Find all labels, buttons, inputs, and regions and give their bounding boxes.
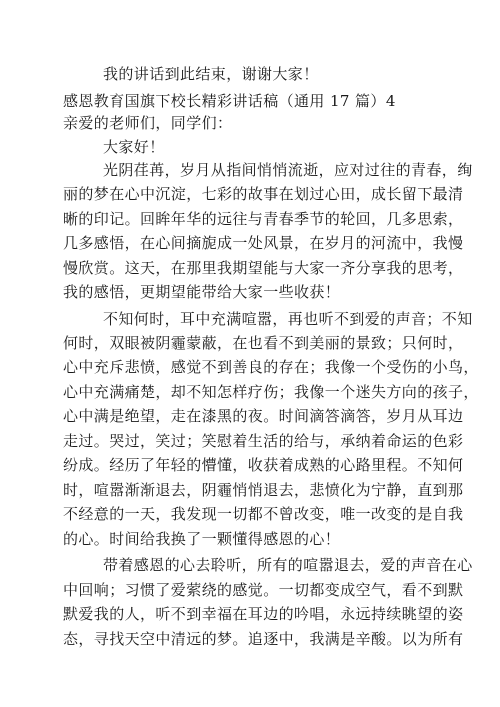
salutation: 亲爱的老师们，同学们： <box>63 114 233 132</box>
paragraph-line: 心中满是绝望，走在漆黑的夜。时间滴答滴答，岁月从耳边 <box>63 407 464 425</box>
paragraph-line: 纷成。经历了年轻的懵懂，收获着成熟的心路里程。不知何 <box>63 456 464 474</box>
paragraph-line: 不知何时，耳中充满喧嚣，再也听不到爱的声音；不知 <box>103 310 473 328</box>
paragraph-line: 晰的印记。回眸年华的远往与青春季节的轮回，几多思索， <box>63 210 464 228</box>
paragraph-line: 光阴荏苒，岁月从指间悄悄流逝，应对过往的青春，绚 <box>103 161 473 179</box>
paragraph-line: 不经意的一天，我发现一切都不曾改变，唯一改变的是自我 <box>63 505 464 523</box>
paragraph-line: 的心。时间给我换了一颗懂得感恩的心！ <box>63 530 341 548</box>
paragraph-line: 几多感悟，在心间摘旎成一处风景，在岁月的河流中，我慢 <box>63 234 464 252</box>
paragraph-line: 走过。哭过，笑过；笑慰着生活的给与，承纳着命运的色彩 <box>63 432 464 450</box>
paragraph-line: 时，喧嚣渐渐退去，阴霾悄悄退去，悲愤化为宁静，直到那 <box>63 481 464 499</box>
paragraph-line: 心中充斥悲愤，感觉不到善良的存在；我像一个受伤的小鸟， <box>63 358 479 376</box>
paragraph-line: 慢欣赏。这天，在那里我期望能与大家一齐分享我的思考， <box>63 259 464 277</box>
paragraph-line: 何时，双眼被阴霾蒙蔽，在也看不到美丽的景致；只何时， <box>63 334 464 352</box>
paragraph-line: 带着感恩的心去聆听，所有的喧嚣退去，爱的声音在心 <box>103 556 473 574</box>
paragraph-line: 我的感悟，更期望能带给大家一些收获！ <box>63 283 341 301</box>
paragraph-line: 丽的梦在心中沉淀，七彩的故事在划过心田，成长留下最清 <box>63 185 464 203</box>
closing-line: 我的讲话到此结束，谢谢大家！ <box>103 65 319 83</box>
paragraph-line: 默爱我的人，听不到幸福在耳边的吟唱，永远持续眺望的姿 <box>63 605 464 623</box>
paragraph-line: 中回响；习惯了爱萦绕的感觉。一切都变成空气，看不到默 <box>63 581 464 599</box>
paragraph-line: 态，寻找天空中清远的梦。追逐中，我满是辛酸。以为所有 <box>63 630 464 648</box>
greeting: 大家好！ <box>103 138 165 156</box>
section-title: 感恩教育国旗下校长精彩讲话稿（通用 17 篇）4 <box>63 92 396 110</box>
paragraph-line: 心中充满痛楚，却不知怎样疗伤；我像一个迷失方向的孩子， <box>63 383 479 401</box>
